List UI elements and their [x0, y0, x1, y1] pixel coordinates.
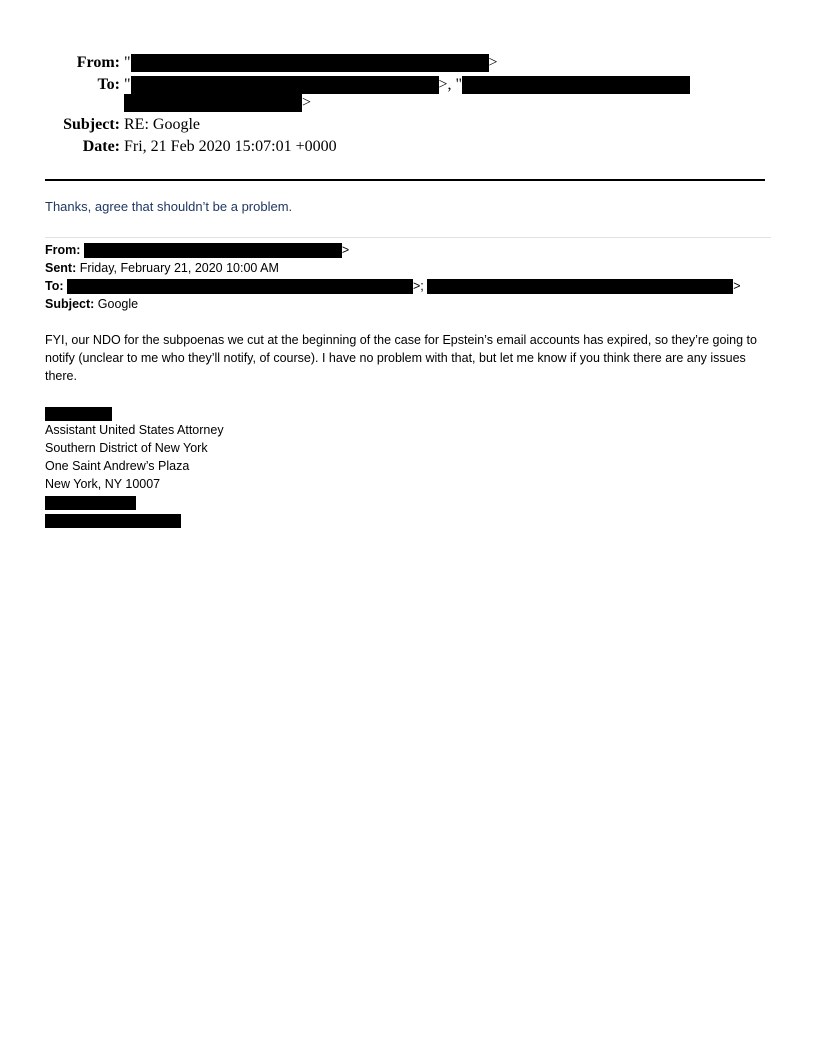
forwarded-sent-value: Friday, February 21, 2020 10:00 AM — [79, 261, 279, 275]
redaction-block — [124, 94, 302, 112]
forwarded-subject-label: Subject: — [45, 297, 95, 311]
email-body: FYI, our NDO for the subpoenas we cut at the beginning of the case for Epstein’s email accounts has expired, so they’re going to notify (unclear to me who they’ll notify, of course). I have no problem with that, but let me know if you think there are any issues there. — [45, 333, 757, 383]
forwarded-subject-row — [45, 295, 138, 313]
signature-street: One Saint Andrew’s Plaza — [45, 459, 190, 473]
header-divider — [45, 179, 765, 181]
redaction-block — [131, 54, 489, 72]
forwarded-from-row: From: > — [45, 243, 350, 257]
forward-divider — [45, 237, 771, 238]
header-from-label: From: — [76, 54, 120, 71]
signature-city: New York, NY 10007 — [45, 477, 161, 491]
redaction-block — [84, 243, 342, 258]
signature-title: Assistant United States Attorney — [45, 423, 224, 437]
signature-name-redaction — [45, 404, 112, 422]
forwarded-sent-label: Sent: — [45, 261, 77, 275]
redaction-block — [45, 514, 181, 528]
reply-text: Thanks, agree that shouldn’t be a problem. — [45, 199, 293, 214]
header-from-row — [0, 52, 760, 74]
forwarded-to-row: To: >; > — [45, 279, 741, 293]
header-subject-label: Subject: — [63, 116, 120, 133]
header-to-label: To: — [97, 76, 120, 93]
header-date-label: Date: — [82, 138, 120, 155]
forwarded-sent-row — [45, 259, 279, 277]
header-date-row — [0, 136, 760, 158]
header-to-value: " >, " — [124, 74, 690, 96]
header-subject-value: RE: Google — [124, 116, 200, 133]
redaction-block — [45, 407, 112, 421]
redaction-block — [67, 279, 413, 294]
header-date-value: Fri, 21 Feb 2020 15:07:01 +0000 — [124, 138, 337, 155]
signature-email-redaction — [45, 511, 181, 529]
header-to-row-continued: > — [0, 92, 760, 114]
header-from-value: " > — [124, 54, 498, 71]
redaction-block — [45, 496, 136, 510]
signature-phone-redaction — [45, 493, 136, 511]
email-header — [0, 52, 816, 162]
signature-office: Southern District of New York — [45, 441, 208, 455]
forwarded-subject-value: Google — [97, 297, 139, 311]
header-subject-row — [0, 114, 760, 136]
forwarded-from-label: From: — [45, 243, 81, 257]
forwarded-to-label: To: — [45, 279, 64, 293]
redaction-block — [427, 279, 733, 294]
